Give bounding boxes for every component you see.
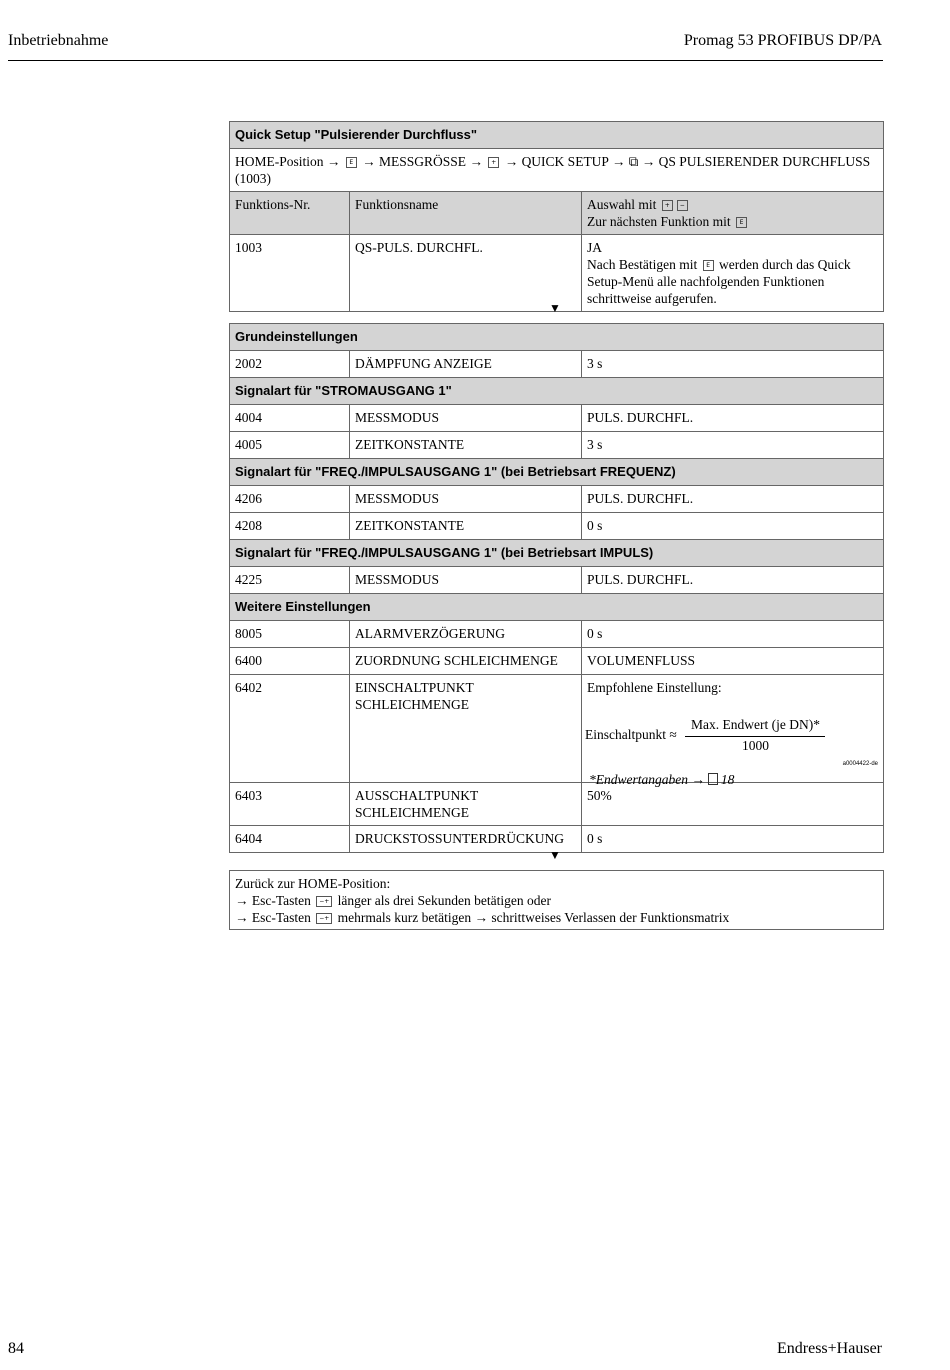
page-ref-icon	[708, 773, 718, 785]
esc-keys-icon: −+	[316, 913, 332, 924]
function-value	[582, 675, 884, 787]
function-value: 3 s	[582, 432, 884, 459]
function-nr: 4004	[230, 405, 350, 432]
minus-key-icon: −	[677, 200, 688, 211]
function-nr: 4206	[230, 486, 350, 513]
settings-table	[229, 323, 884, 853]
quick-setup-title: Quick Setup "Pulsierender Durchfluss"	[230, 122, 884, 149]
function-nr: 4208	[230, 513, 350, 540]
function-name: AUSSCHALTPUNKT SCHLEICHMENGE	[350, 783, 582, 826]
function-value: PULS. DURCHFL.	[582, 486, 884, 513]
return-line-2: → Esc-Tasten −+ mehrmals kurz betätigen → schrittweises Verlassen der Funktionsmatrix	[235, 910, 730, 925]
path-target: QS PULSIERENDER DURCHFLUSS (1003)	[235, 154, 871, 186]
function-value: 0 s	[582, 826, 884, 853]
range-note: *Endwertangaben → 18	[589, 772, 735, 787]
function-nr: 8005	[230, 621, 350, 648]
function-name: ZUORDNUNG SCHLEICHMENGE	[350, 648, 582, 675]
formula	[585, 696, 878, 787]
function-name: MESSMODUS	[350, 405, 582, 432]
function-value: 0 s	[582, 621, 884, 648]
enter-key-icon: E	[703, 260, 714, 271]
function-nr: 6402	[230, 675, 350, 783]
function-value: PULS. DURCHFL.	[582, 405, 884, 432]
quick-setup-header-table	[229, 121, 884, 312]
path-messgroesse: MESSGRÖSSE	[379, 154, 467, 169]
column-header-name: Funktionsname	[350, 192, 582, 235]
path-arrow: →	[641, 154, 656, 169]
header-product-name: Promag 53 PROFIBUS DP/PA	[683, 32, 882, 49]
plus-key-icon: +	[488, 157, 499, 168]
path-arrow: →	[611, 154, 626, 169]
return-title: Zurück zur HOME-Position:	[235, 876, 391, 891]
function-name: ALARMVERZÖGERUNG	[350, 621, 582, 648]
plus-key-icon: +	[662, 200, 673, 211]
path-home: HOME-Position	[235, 154, 324, 169]
formula-numerator: Max. Endwert (je DN)*	[691, 717, 820, 732]
function-name: EINSCHALTPUNKT SCHLEICHMENGE	[350, 675, 582, 783]
function-nr: 4225	[230, 567, 350, 594]
formula-label: Einschaltpunkt ≈	[585, 727, 677, 742]
function-name: MESSMODUS	[350, 567, 582, 594]
section-header: Signalart für "FREQ./IMPULSAUSGANG 1" (bei Betriebsart FREQUENZ)	[230, 459, 884, 486]
section-header: Signalart für "FREQ./IMPULSAUSGANG 1" (bei Betriebsart IMPULS)	[230, 540, 884, 567]
navigation-path	[230, 149, 884, 192]
function-name: ZEITKONSTANTE	[350, 513, 582, 540]
return-line-1: → Esc-Tasten −+ länger als drei Sekunden betätigen oder	[235, 893, 551, 908]
enter-key-icon: E	[346, 157, 357, 168]
header-section-title: Inbetriebnahme	[8, 32, 109, 49]
esc-keys-icon: −+	[316, 896, 332, 907]
function-value: VOLUMENFLUSS	[582, 648, 884, 675]
column-header-nr: Funktions-Nr.	[230, 192, 350, 235]
path-arrow: →	[504, 154, 519, 169]
function-value: 3 s	[582, 351, 884, 378]
function-nr: 4005	[230, 432, 350, 459]
function-name: MESSMODUS	[350, 486, 582, 513]
path-arrow: →	[469, 154, 483, 169]
recommendation-label: Empfohlene Einstellung:	[587, 680, 722, 695]
down-arrow-icon: ▼	[549, 301, 561, 315]
formula-denominator: 1000	[742, 738, 769, 753]
column-header-select: Auswahl mit + − Zur nächsten Funktion mit E	[582, 192, 884, 235]
function-value: 0 s	[582, 513, 884, 540]
path-arrow: →	[362, 154, 376, 169]
down-arrow-icon: ▼	[549, 848, 561, 862]
function-nr: 6403	[230, 783, 350, 826]
function-name: DÄMPFUNG ANZEIGE	[350, 351, 582, 378]
function-value: 50%	[582, 783, 884, 826]
figure-code: a0004422-de	[842, 761, 878, 767]
page-number: 84	[8, 1340, 24, 1357]
function-name: ZEITKONSTANTE	[350, 432, 582, 459]
function-value: PULS. DURCHFL.	[582, 567, 884, 594]
section-header: Grundeinstellungen	[230, 324, 884, 351]
function-nr: 6404	[230, 826, 350, 853]
function-nr: 6400	[230, 648, 350, 675]
header-divider	[8, 60, 883, 61]
footer-brand: Endress+Hauser	[777, 1340, 882, 1357]
function-nr: 1003	[230, 235, 350, 312]
path-arrow: →	[326, 154, 341, 169]
function-value: JA Nach Bestätigen mit E werden durch das Quick Setup-Menü alle nachfolgenden Funktionen schrittweise aufgerufen.	[582, 235, 884, 312]
return-home-box	[229, 870, 884, 930]
function-nr: 2002	[230, 351, 350, 378]
function-name: DRUCKSTOSSUNTERDRÜCKUNG	[350, 826, 582, 853]
enter-key-icon: E	[736, 217, 747, 228]
quick-setup-icon: ⧉	[628, 154, 639, 169]
page-ref: 18	[720, 772, 735, 787]
function-name: QS-PULS. DURCHFL.	[350, 235, 582, 312]
path-quick-setup: QUICK SETUP	[521, 154, 609, 169]
section-header: Weitere Einstellungen	[230, 594, 884, 621]
section-header: Signalart für "STROMAUSGANG 1"	[230, 378, 884, 405]
